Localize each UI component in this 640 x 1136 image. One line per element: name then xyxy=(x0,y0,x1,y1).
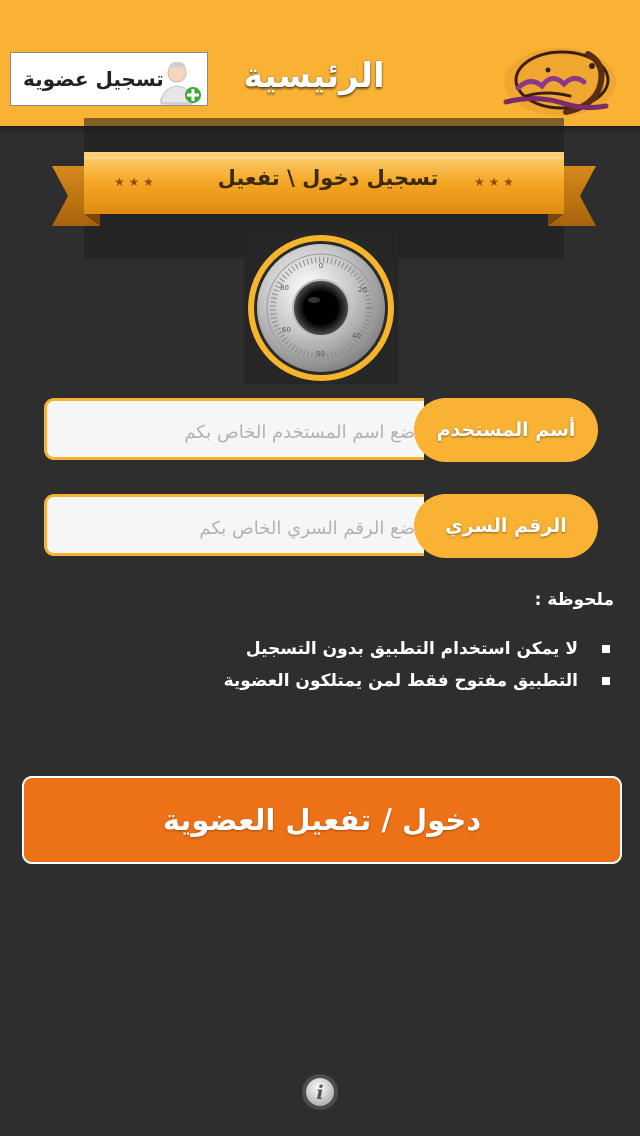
login-activate-label: دخول / تفعيل العضوية xyxy=(162,803,482,837)
note-text: التطبيق مفتوح فقط لمن يمتلكون العضوية xyxy=(223,671,578,691)
svg-text:80: 80 xyxy=(280,284,289,292)
app-header xyxy=(0,0,640,126)
list-item xyxy=(170,666,610,698)
register-button-label: تسجيل عضوية xyxy=(23,67,164,91)
password-input-box xyxy=(44,494,424,556)
username-input[interactable] xyxy=(57,409,417,455)
ribbon-title: تسجيل دخول \ تفعيل xyxy=(217,166,439,190)
info-icon[interactable] xyxy=(300,1072,340,1112)
password-label-pill xyxy=(414,494,598,558)
password-label: الرقم السري xyxy=(445,515,567,537)
svg-text:20: 20 xyxy=(358,286,367,294)
svg-text:60: 60 xyxy=(282,326,291,334)
list-item xyxy=(170,634,610,666)
password-input[interactable] xyxy=(57,505,417,551)
svg-text:i: i xyxy=(316,1082,324,1104)
password-field xyxy=(44,494,598,558)
username-label: أسم المستخدم xyxy=(436,419,576,441)
add-user-icon xyxy=(155,55,205,105)
note-list xyxy=(170,634,610,698)
username-field xyxy=(44,398,598,462)
app-logo xyxy=(496,44,620,124)
bullet-icon xyxy=(602,645,610,653)
svg-text:40: 40 xyxy=(352,332,361,340)
page-title: الرئيسية xyxy=(243,56,385,96)
svg-text:50: 50 xyxy=(316,350,325,358)
svg-text:0: 0 xyxy=(318,262,324,270)
username-input-box xyxy=(44,398,424,460)
login-activate-button[interactable] xyxy=(22,776,622,864)
note-title: ملحوظة : xyxy=(534,590,614,610)
svg-text:★ ★ ★: ★ ★ ★ xyxy=(474,175,514,189)
bullet-icon xyxy=(602,677,610,685)
note-text: لا يمكن استخدام التطبيق بدون التسجيل xyxy=(245,639,578,659)
safe-lock-icon xyxy=(244,232,398,384)
svg-text:★ ★ ★: ★ ★ ★ xyxy=(114,175,154,189)
register-button[interactable] xyxy=(10,52,208,106)
username-label-pill xyxy=(414,398,598,462)
